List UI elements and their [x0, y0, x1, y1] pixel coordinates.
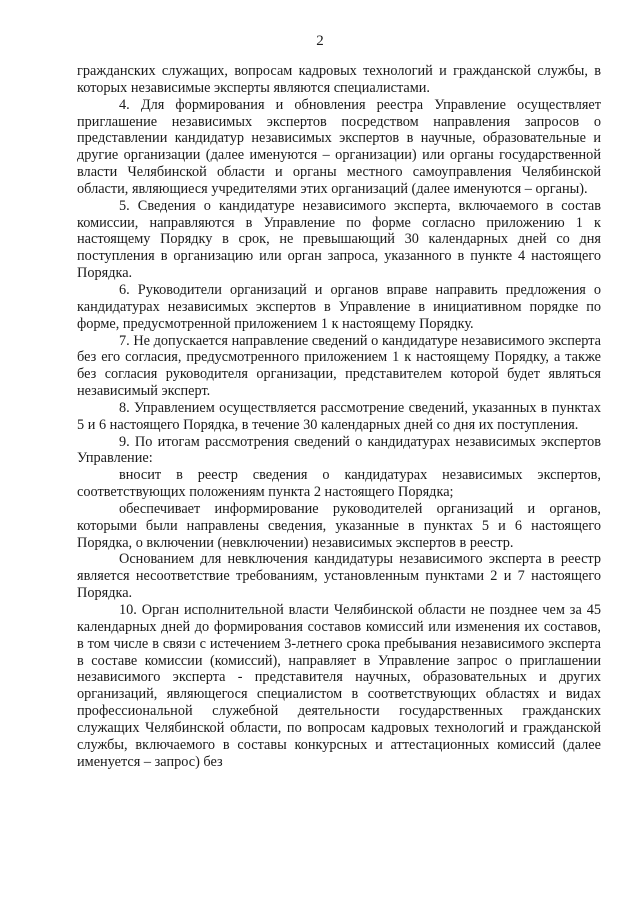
paragraph-continuation: гражданских служащих, вопросам кадровых технологий и гражданской службы, в которых независимые эксперты являются специалистами. [77, 63, 601, 96]
paragraph-item-10: 10. Орган исполнительной власти Челябинской области не позднее чем за 45 календарных дней до формирования составов комиссий или изменения их составов, в том числе в связи с истечением 3-летнего срока пребывания независимого эксперта в составе комиссии (комиссий), направляет в Управление запрос о приглашении независимого эксперта - представителя научных, образовательных и других организаций, являющегося специалистом в соответствующих областях и видах профессиональной служебной деятельности государственных гражданских служащих Челябинской области, по вопросам кадровых технологий и гражданской службы, включаемого в составы конкурсных и аттестационных комиссий (далее именуется – запрос) без [77, 602, 601, 770]
document-body [77, 63, 601, 770]
paragraph-item-7: 7. Не допускается направление сведений о кандидатуре независимого эксперта без его согласия, предусмотренного приложением 1 к настоящему Порядку, а также без согласия руководителя организации, представителем которой будет являться независимый эксперт. [77, 332, 601, 400]
paragraph-item-9-subitem-2: обеспечивает информирование руководителей организаций и органов, которыми были направлены сведения, указанные в пунктах 5 и 6 настоящего Порядка, о включении (невключении) независимых экспертов в реестр. [77, 500, 601, 551]
paragraph-item-9: 9. По итогам рассмотрения сведений о кандидатурах независимых экспертов Управление: [77, 433, 601, 467]
paragraph-item-9-grounds: Основанием для невключения кандидатуры независимого эксперта в реестр является несоответствие требованиям, установленным пунктами 2 и 7 настоящего Порядка. [77, 551, 601, 602]
page-number: 2 [316, 33, 324, 49]
paragraph-item-9-subitem-1: вносит в реестр сведения о кандидатурах независимых экспертов, соответствующих положениям пункта 2 настоящего Порядка; [77, 467, 601, 501]
paragraph-item-6: 6. Руководители организаций и органов вправе направить предложения о кандидатурах независимых экспертов в Управление в инициативном порядке по форме, предусмотренной приложением 1 к настоящему Порядку. [77, 281, 601, 332]
paragraph-item-8: 8. Управлением осуществляется рассмотрение сведений, указанных в пунктах 5 и 6 настоящего Порядка, в течение 30 календарных дней со дня их поступления. [77, 399, 601, 433]
paragraph-item-4: 4. Для формирования и обновления реестра Управление осуществляет приглашение независимых экспертов посредством направления запросов о представлении кандидатур независимых экспертов в научные, образовательные и другие организации (далее именуются – организации) или органы государственной власти Челябинской области и органы местного самоуправления Челябинской области, являющиеся учредителями этих организаций (далее именуются – органы). [77, 96, 601, 197]
paragraph-item-5: 5. Сведения о кандидатуре независимого эксперта, включаемого в состав комиссии, направляются в Управление по форме согласно приложению 1 к настоящему Порядку в срок, не превышающий 30 календарных дней со дня поступления в организацию или орган запроса, указанного в пункте 4 настоящего Порядка. [77, 197, 601, 282]
